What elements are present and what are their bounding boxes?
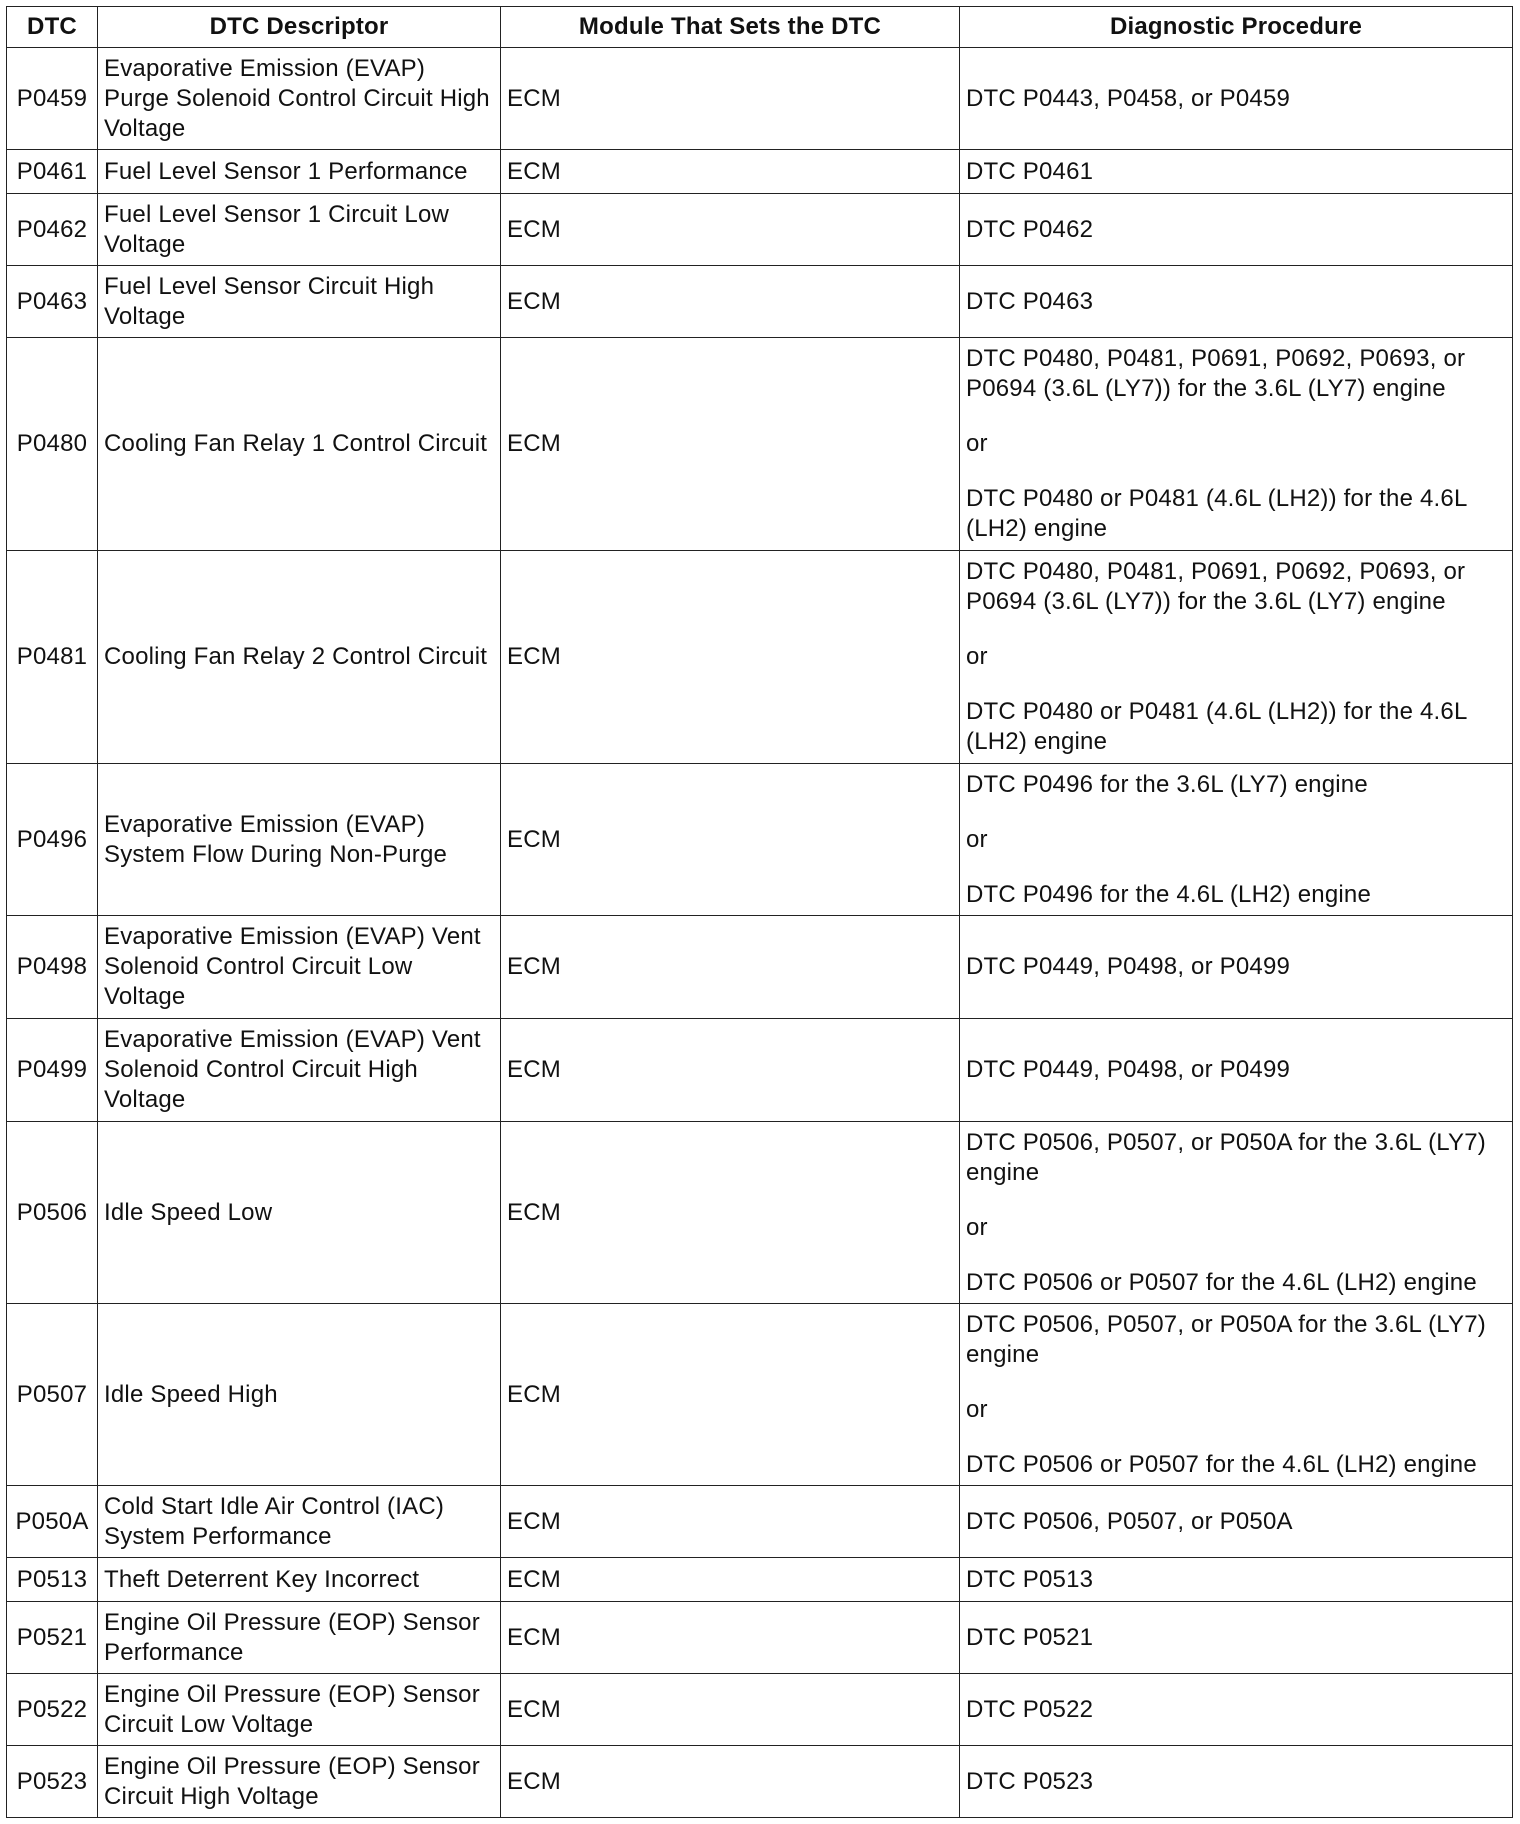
procedure-text: DTC P0480 or P0481 (4.6L (LH2)) for the 4.6L (LH2) engine xyxy=(966,485,1467,542)
diagnostic-procedure-cell xyxy=(960,1486,1513,1558)
module-cell: ECM xyxy=(501,1674,960,1746)
module-cell: ECM xyxy=(501,1746,960,1818)
table-row xyxy=(7,48,1513,150)
dtc-descriptor-cell: Fuel Level Sensor Circuit High Voltage xyxy=(98,266,501,338)
module-cell: ECM xyxy=(501,266,960,338)
diagnostic-procedure-cell xyxy=(960,1602,1513,1674)
procedure-text: DTC P0506, P0507, or P050A for the 3.6L (LY7) engine xyxy=(966,1310,1486,1368)
procedure-text: DTC P0522 xyxy=(966,1695,1094,1723)
dtc-descriptor-cell: Evaporative Emission (EVAP) Vent Solenoid Control Circuit High Voltage xyxy=(98,1019,501,1122)
header-dtc: DTC xyxy=(7,7,98,48)
procedure-text: DTC P0449, P0498, or P0499 xyxy=(966,953,1291,980)
table-row xyxy=(7,194,1513,266)
table-header-row xyxy=(7,7,1513,48)
table-row xyxy=(7,1486,1513,1558)
dtc-descriptor-cell: Cooling Fan Relay 1 Control Circuit xyxy=(98,338,501,551)
procedure-text: or xyxy=(966,1213,988,1241)
diagnostic-procedure-cell xyxy=(960,194,1513,266)
dtc-code-cell: P0462 xyxy=(7,194,98,266)
procedure-text: DTC P0480, P0481, P0691, P0692, P0693, or P0694 (3.6L (LY7)) for the 3.6L (LY7) engine xyxy=(966,558,1466,615)
procedure-text: DTC P0462 xyxy=(966,215,1094,243)
module-cell: ECM xyxy=(501,194,960,266)
dtc-code-cell: P0481 xyxy=(7,551,98,764)
dtc-descriptor-cell: Engine Oil Pressure (EOP) Sensor Circuit Low Voltage xyxy=(98,1674,501,1746)
diagnostic-procedure-cell xyxy=(960,1558,1513,1602)
diagnostic-procedure-cell xyxy=(960,1122,1513,1304)
procedure-text: DTC P0463 xyxy=(966,287,1094,315)
procedure-text: or xyxy=(966,825,988,853)
module-cell: ECM xyxy=(501,1019,960,1122)
dtc-code-cell: P0523 xyxy=(7,1746,98,1818)
dtc-descriptor-cell: Idle Speed High xyxy=(98,1304,501,1486)
diagnostic-procedure-cell xyxy=(960,48,1513,150)
diagnostic-procedure-cell xyxy=(960,266,1513,338)
procedure-text: DTC P0496 for the 4.6L (LH2) engine xyxy=(966,880,1372,908)
module-cell: ECM xyxy=(501,150,960,194)
procedure-text: or xyxy=(966,643,988,670)
header-module: Module That Sets the DTC xyxy=(501,7,960,48)
procedure-text: DTC P0449, P0498, or P0499 xyxy=(966,1056,1291,1083)
procedure-text: DTC P0443, P0458, or P0459 xyxy=(966,84,1291,112)
table-row xyxy=(7,551,1513,764)
dtc-descriptor-cell: Fuel Level Sensor 1 Performance xyxy=(98,150,501,194)
procedure-text: DTC P0523 xyxy=(966,1767,1094,1795)
table-row xyxy=(7,1602,1513,1674)
diagnostic-procedure-cell xyxy=(960,338,1513,551)
diagnostic-procedure-cell xyxy=(960,150,1513,194)
diagnostic-procedure-cell xyxy=(960,1674,1513,1746)
dtc-code-cell: P0507 xyxy=(7,1304,98,1486)
diagnostic-procedure-cell xyxy=(960,1019,1513,1122)
procedure-text: DTC P0513 xyxy=(966,1565,1094,1593)
table-row xyxy=(7,338,1513,551)
dtc-code-cell: P0463 xyxy=(7,266,98,338)
dtc-code-cell: P0522 xyxy=(7,1674,98,1746)
procedure-text: DTC P0480, P0481, P0691, P0692, P0693, or P0694 (3.6L (LY7)) for the 3.6L (LY7) engine xyxy=(966,345,1466,402)
procedure-text: DTC P0506, P0507, or P050A for the 3.6L (LY7) engine xyxy=(966,1128,1486,1186)
dtc-code-cell: P0513 xyxy=(7,1558,98,1602)
procedure-text: DTC P0506, P0507, or P050A xyxy=(966,1507,1293,1535)
dtc-code-cell: P0506 xyxy=(7,1122,98,1304)
module-cell: ECM xyxy=(501,1602,960,1674)
dtc-descriptor-cell: Idle Speed Low xyxy=(98,1122,501,1304)
module-cell: ECM xyxy=(501,1558,960,1602)
dtc-code-cell: P0521 xyxy=(7,1602,98,1674)
dtc-descriptor-cell: Evaporative Emission (EVAP) Vent Solenoid Control Circuit Low Voltage xyxy=(98,916,501,1019)
table-row xyxy=(7,916,1513,1019)
dtc-descriptor-cell: Cold Start Idle Air Control (IAC) System Performance xyxy=(98,1486,501,1558)
header-procedure: Diagnostic Procedure xyxy=(960,7,1513,48)
procedure-text: or xyxy=(966,430,988,457)
procedure-text: DTC P0496 for the 3.6L (LY7) engine xyxy=(966,770,1368,798)
dtc-descriptor-cell: Engine Oil Pressure (EOP) Sensor Circuit High Voltage xyxy=(98,1746,501,1818)
module-cell: ECM xyxy=(501,551,960,764)
dtc-code-cell: P0498 xyxy=(7,916,98,1019)
table-row xyxy=(7,764,1513,916)
module-cell: ECM xyxy=(501,1122,960,1304)
table-row xyxy=(7,1558,1513,1602)
table-body xyxy=(7,48,1513,1818)
procedure-text: DTC P0506 or P0507 for the 4.6L (LH2) engine xyxy=(966,1450,1477,1478)
module-cell: ECM xyxy=(501,1486,960,1558)
dtc-descriptor-cell: Cooling Fan Relay 2 Control Circuit xyxy=(98,551,501,764)
table-row xyxy=(7,1674,1513,1746)
module-cell: ECM xyxy=(501,338,960,551)
procedure-text: DTC P0461 xyxy=(966,157,1094,185)
dtc-descriptor-cell: Evaporative Emission (EVAP) Purge Solenoid Control Circuit High Voltage xyxy=(98,48,501,150)
diagnostic-procedure-cell xyxy=(960,916,1513,1019)
table-row xyxy=(7,266,1513,338)
procedure-text: DTC P0506 or P0507 for the 4.6L (LH2) engine xyxy=(966,1268,1477,1296)
dtc-code-cell: P0459 xyxy=(7,48,98,150)
dtc-descriptor-cell: Fuel Level Sensor 1 Circuit Low Voltage xyxy=(98,194,501,266)
table-row xyxy=(7,1019,1513,1122)
dtc-code-cell: P0461 xyxy=(7,150,98,194)
dtc-code-cell: P0480 xyxy=(7,338,98,551)
diagnostic-procedure-cell xyxy=(960,1304,1513,1486)
module-cell: ECM xyxy=(501,48,960,150)
table-row xyxy=(7,1304,1513,1486)
procedure-text: DTC P0480 or P0481 (4.6L (LH2)) for the 4.6L (LH2) engine xyxy=(966,698,1467,755)
procedure-text: or xyxy=(966,1395,988,1423)
module-cell: ECM xyxy=(501,1304,960,1486)
dtc-descriptor-cell: Evaporative Emission (EVAP) System Flow During Non-Purge xyxy=(98,764,501,916)
table-row xyxy=(7,1122,1513,1304)
procedure-text: DTC P0521 xyxy=(966,1623,1094,1651)
dtc-table xyxy=(6,6,1513,1818)
table-row xyxy=(7,150,1513,194)
dtc-code-cell: P0499 xyxy=(7,1019,98,1122)
diagnostic-procedure-cell xyxy=(960,551,1513,764)
dtc-code-cell: P0496 xyxy=(7,764,98,916)
module-cell: ECM xyxy=(501,916,960,1019)
dtc-descriptor-cell: Theft Deterrent Key Incorrect xyxy=(98,1558,501,1602)
dtc-code-cell: P050A xyxy=(7,1486,98,1558)
diagnostic-procedure-cell xyxy=(960,1746,1513,1818)
diagnostic-procedure-cell xyxy=(960,764,1513,916)
module-cell: ECM xyxy=(501,764,960,916)
dtc-descriptor-cell: Engine Oil Pressure (EOP) Sensor Performance xyxy=(98,1602,501,1674)
header-descriptor: DTC Descriptor xyxy=(98,7,501,48)
table-row xyxy=(7,1746,1513,1818)
